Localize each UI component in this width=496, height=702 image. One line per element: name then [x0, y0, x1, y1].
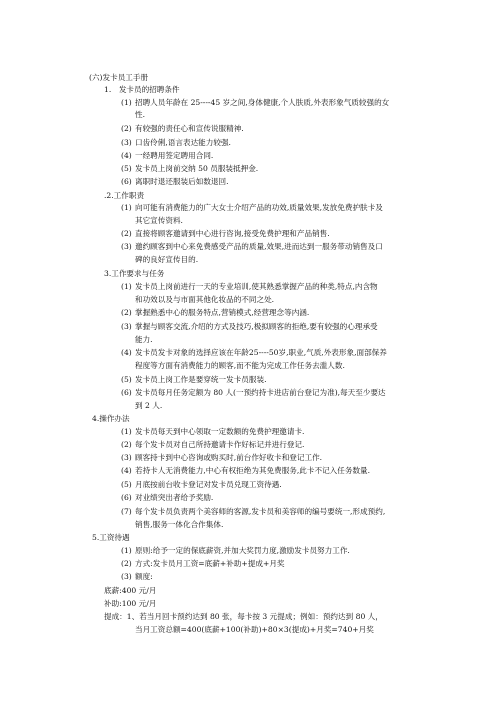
item-text: 发卡员上岗工作是要穿统一发卡员服装. [135, 375, 267, 384]
section-heading-procedure: 4.操作办法 [92, 414, 130, 423]
item-text-cont: 能力. [135, 335, 153, 344]
document-title: (六)发卡员工手册 [89, 73, 149, 82]
item-text-cont: 销售,服务一体化合作集体. [135, 520, 224, 529]
item-number: (5) [121, 375, 132, 384]
item-text: 发卡员每月任务定额为 80 人(一预约持卡进店前台登记为准),每天至少要达 [135, 388, 386, 397]
item-text: 掌握与顾客交流,介绍的方式及技巧,极拟顾客的拒绝,要有较强的心理承受 [135, 322, 378, 331]
base-salary-line: 底薪:400 元/月 [104, 586, 157, 595]
item-text-cont: 到 2 人. [135, 401, 163, 410]
item-number: (4) [121, 348, 132, 357]
item-number: (1) [121, 546, 132, 555]
item-text: 发卡员每天到中心领取一定数额的免费护理邀请卡. [135, 427, 305, 436]
item-number: (1) [121, 427, 132, 436]
item-number: (2) [121, 308, 132, 317]
item-text: 招聘人员年龄在 25----45 岁之间,身体健康,个人肤质,外表形象气质较强的女 [135, 98, 390, 107]
item-number: (2) [121, 229, 132, 238]
item-number: (5) [121, 480, 132, 489]
item-text-cont: 其它宣传资料. [135, 216, 183, 225]
item-number: (1) [121, 203, 132, 212]
item-text: 月底按前台收卡登记对发卡员兑现工资待遇. [135, 480, 282, 489]
section-heading-salary: 5.工资待遇 [92, 533, 130, 542]
item-number: (1) [121, 282, 132, 291]
item-text: 有较强的责任心和宣传说服精神. [135, 124, 244, 133]
item-text: 离职时退还服装后如数退回. [135, 177, 229, 186]
item-text: 额度: [135, 572, 153, 581]
item-number: (3) [121, 572, 132, 581]
item-number: (4) [121, 151, 132, 160]
item-number: (3) [121, 453, 132, 462]
item-text: 向可能有消费能力的广大女士介绍产品的功效,质量效果,发放免费护肤卡及 [135, 203, 383, 212]
item-text-cont: 和功效以及与市面其他化妆品的不同之处. [135, 295, 275, 304]
item-text-cont: 性. [135, 110, 146, 119]
item-text: 每个发卡员对自己所持邀请卡作好标记并进行登记. [135, 440, 305, 449]
commission-line: 提成：1、若当月回卡预约达到 80 张，每卡按 3 元提成；例如：预约达到 80 人， [104, 612, 383, 621]
item-number: (2) [121, 124, 132, 133]
item-text: 方式:发卡员月工资=底薪+补助+提成+月奖 [135, 559, 285, 568]
item-text: 若持卡人无消费能力,中心有权拒绝为其免费服务,此卡不记入任务数量. [135, 466, 371, 475]
item-text-cont: 程度等方面有消费能力的顾客,而不能为完成工作任务去滥人数. [135, 361, 345, 370]
section-heading-requirements: 3.工作要求与任务 [104, 269, 165, 278]
item-text: 发卡员发卡对象的选择应该在年龄25----50岁,职业,气质,外表形象,面部保养 [135, 348, 387, 357]
item-number: (3) [121, 242, 132, 251]
item-number: (5) [121, 164, 132, 173]
section-heading-duties: .2.工作职责 [104, 191, 145, 200]
item-text: 发卡员上岗前交纳 50 员服装抵押金. [135, 164, 259, 173]
item-text: 对业绩突出者给予奖励. [135, 493, 214, 502]
item-text-cont: 碑的良好宣传目的. [135, 255, 199, 264]
item-text: 每个发卡员负责两个美容师的客源,发卡员和美容师的编号要统一,形成预约, [135, 507, 386, 516]
item-text: 原则:给予一定的保底薪资,并加大奖罚力度,激励发卡员努力工作. [135, 546, 350, 555]
commission-example-line: 当月工资总额=400(底薪+100(补助)+80×3(提成)+月奖=740+月奖 [135, 625, 374, 634]
item-text: 顾客持卡到中心咨询或购买时,前台作好收卡和登记工作. [135, 453, 323, 462]
item-text: 发卡员上岗前进行一天的专业培训,使其熟悉掌握产品的种类,特点,内含物 [135, 282, 378, 291]
section-heading-recruitment: 1. 发卡员的招聘条件 [104, 85, 180, 94]
item-number: (4) [121, 466, 132, 475]
item-number: (2) [121, 440, 132, 449]
item-number: (3) [121, 322, 132, 331]
item-number: (7) [121, 507, 132, 516]
item-number: (3) [121, 138, 132, 147]
item-text: 直接将顾客邀请到中心进行咨询,接受免费护理和产品销售. [135, 229, 330, 238]
item-text: 一经聘用签定聘用合同. [135, 151, 214, 160]
subsidy-line: 补助:100 元/月 [104, 599, 157, 608]
item-number: (6) [121, 493, 132, 502]
item-number: (6) [121, 177, 132, 186]
item-text: 掌握熟悉中心的服务特点,营销模式,经营理念等内涵. [135, 308, 310, 317]
item-text: 邀约顾客到中心来免费感受产品的质量,效果,进而达到一服务带动销售及口 [135, 242, 383, 251]
item-number: (2) [121, 559, 132, 568]
item-text: 口齿伶俐,语言表达能力较强. [135, 138, 231, 147]
item-number: (1) [121, 98, 132, 107]
item-number: (6) [121, 388, 132, 397]
